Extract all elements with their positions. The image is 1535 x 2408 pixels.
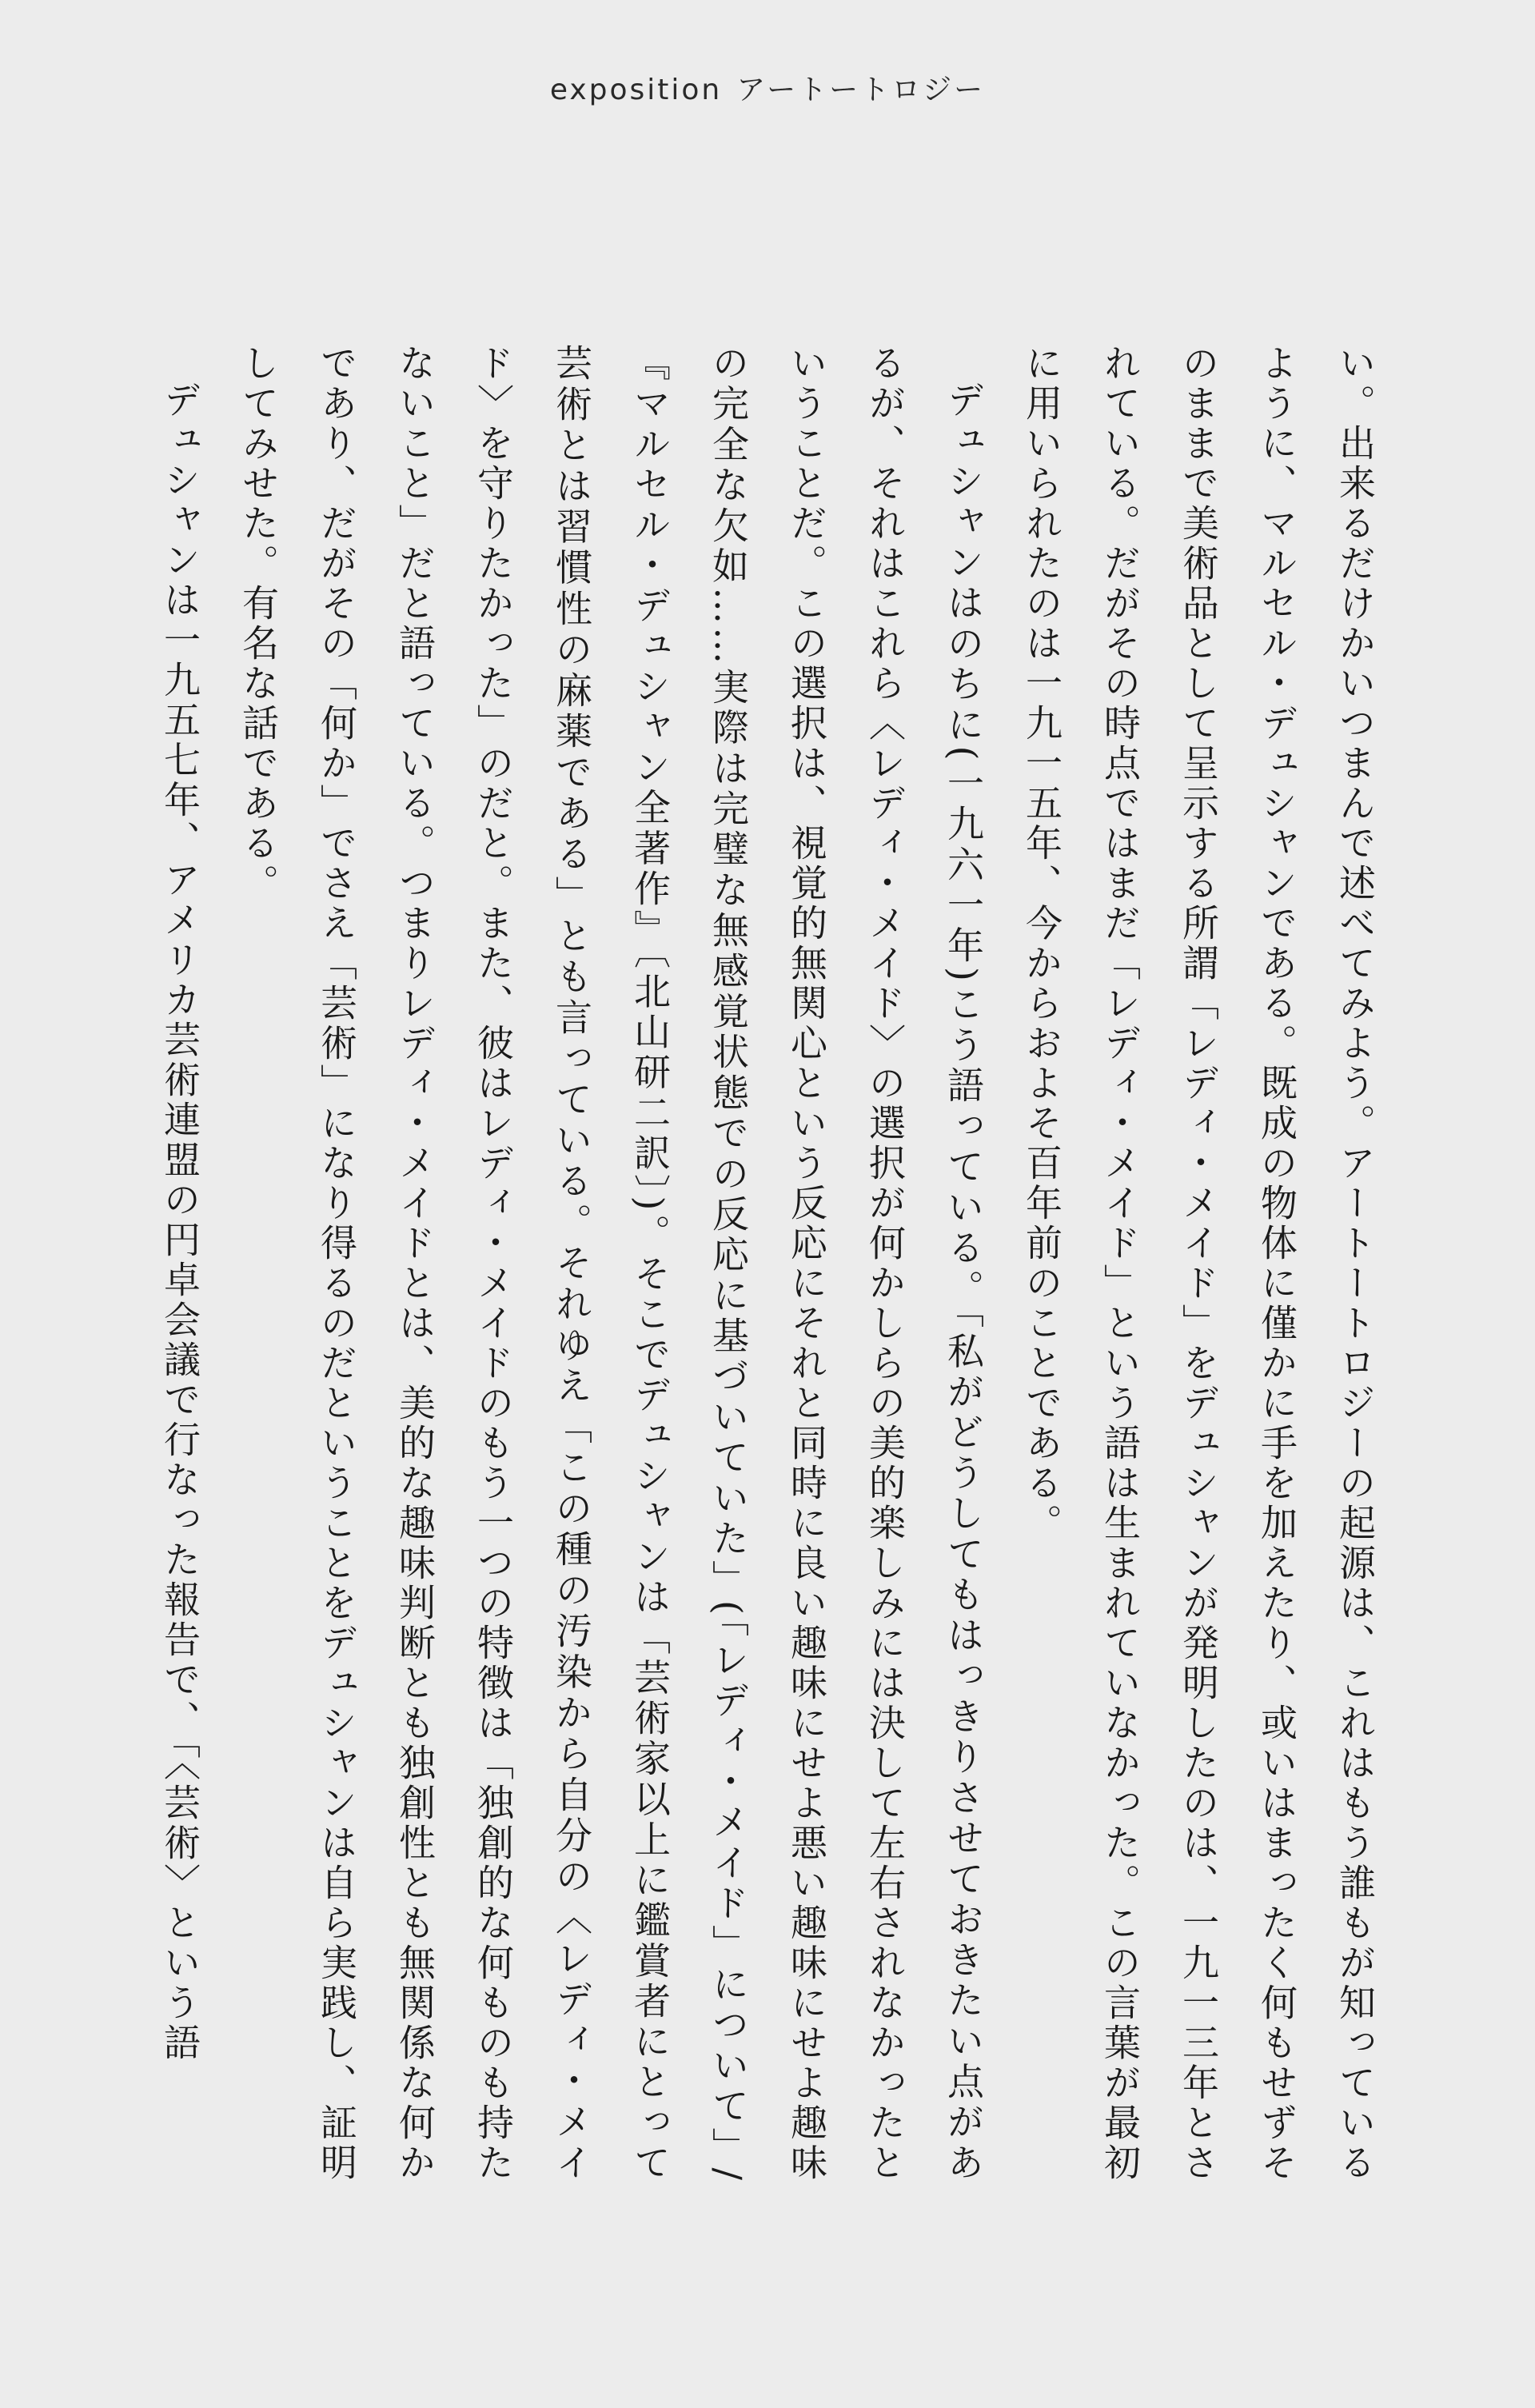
paragraph-3: デュシャンは一九五七年、アメリカ芸術連盟の円卓会議で行なった報告で、「〈芸術〉という語 xyxy=(158,381,201,2063)
paragraph-2: デュシャンはのちに(一九六一年)こう語っている。「私がどうしてもはっきりさせておきたい点があるが、それはこれら〈レディ・メイド〉の選択が何かしらの美的楽しみには決して左右されなかったということだ。この選択は、視覚的無関心という反応にそれと同時に良い趣味にせよ悪い趣味にせよ趣味の完全な欠如……実際は完璧な無感覚状態での反応に基づいていた」(「レディ・メイド」について」/『マルセル・デュシャン全著作』〔北山研二訳〕)。そこでデュシャンは「芸術家以上に鑑賞者にとって芸術とは習慣性の麻薬である」とも言っている。それゆえ「この種の汚染から自分の〈レディ・メイド〉を守りたかった」のだと。また、彼はレディ・メイドのもう一つの特徴は「独創的な何ものも持たないこと」だと語っている。つまりレディ・メイドとは、美的な趣味判断とも独創性とも無関係な何かであり、だがその「何か」でさえ「芸術」になり得るのだということをデュシャンは自ら実践し、証明してみせた。有名な話である。 xyxy=(237,344,985,2183)
running-header-series: exposition xyxy=(549,74,723,106)
running-header xyxy=(0,67,1535,108)
body-text xyxy=(141,344,1394,2183)
running-header-title: アートートロジー xyxy=(736,74,986,106)
paragraph-1: い。出来るだけかいつまんで述べてみよう。アートートロジーの起源は、これはもう誰もが知っているように、マルセル・デュシャンである。既成の物体に僅かに手を加えたり、或いはまったく何もせずそのままで美術品として呈示する所謂「レディ・メイド」をデュシャンが発明したのは、一九一三年とされている。だがその時点ではまだ「レディ・メイド」という語は生まれていなかった。この言葉が最初に用いられたのは一九一五年、今からおよそ百年前のことである。 xyxy=(1020,344,1377,2183)
